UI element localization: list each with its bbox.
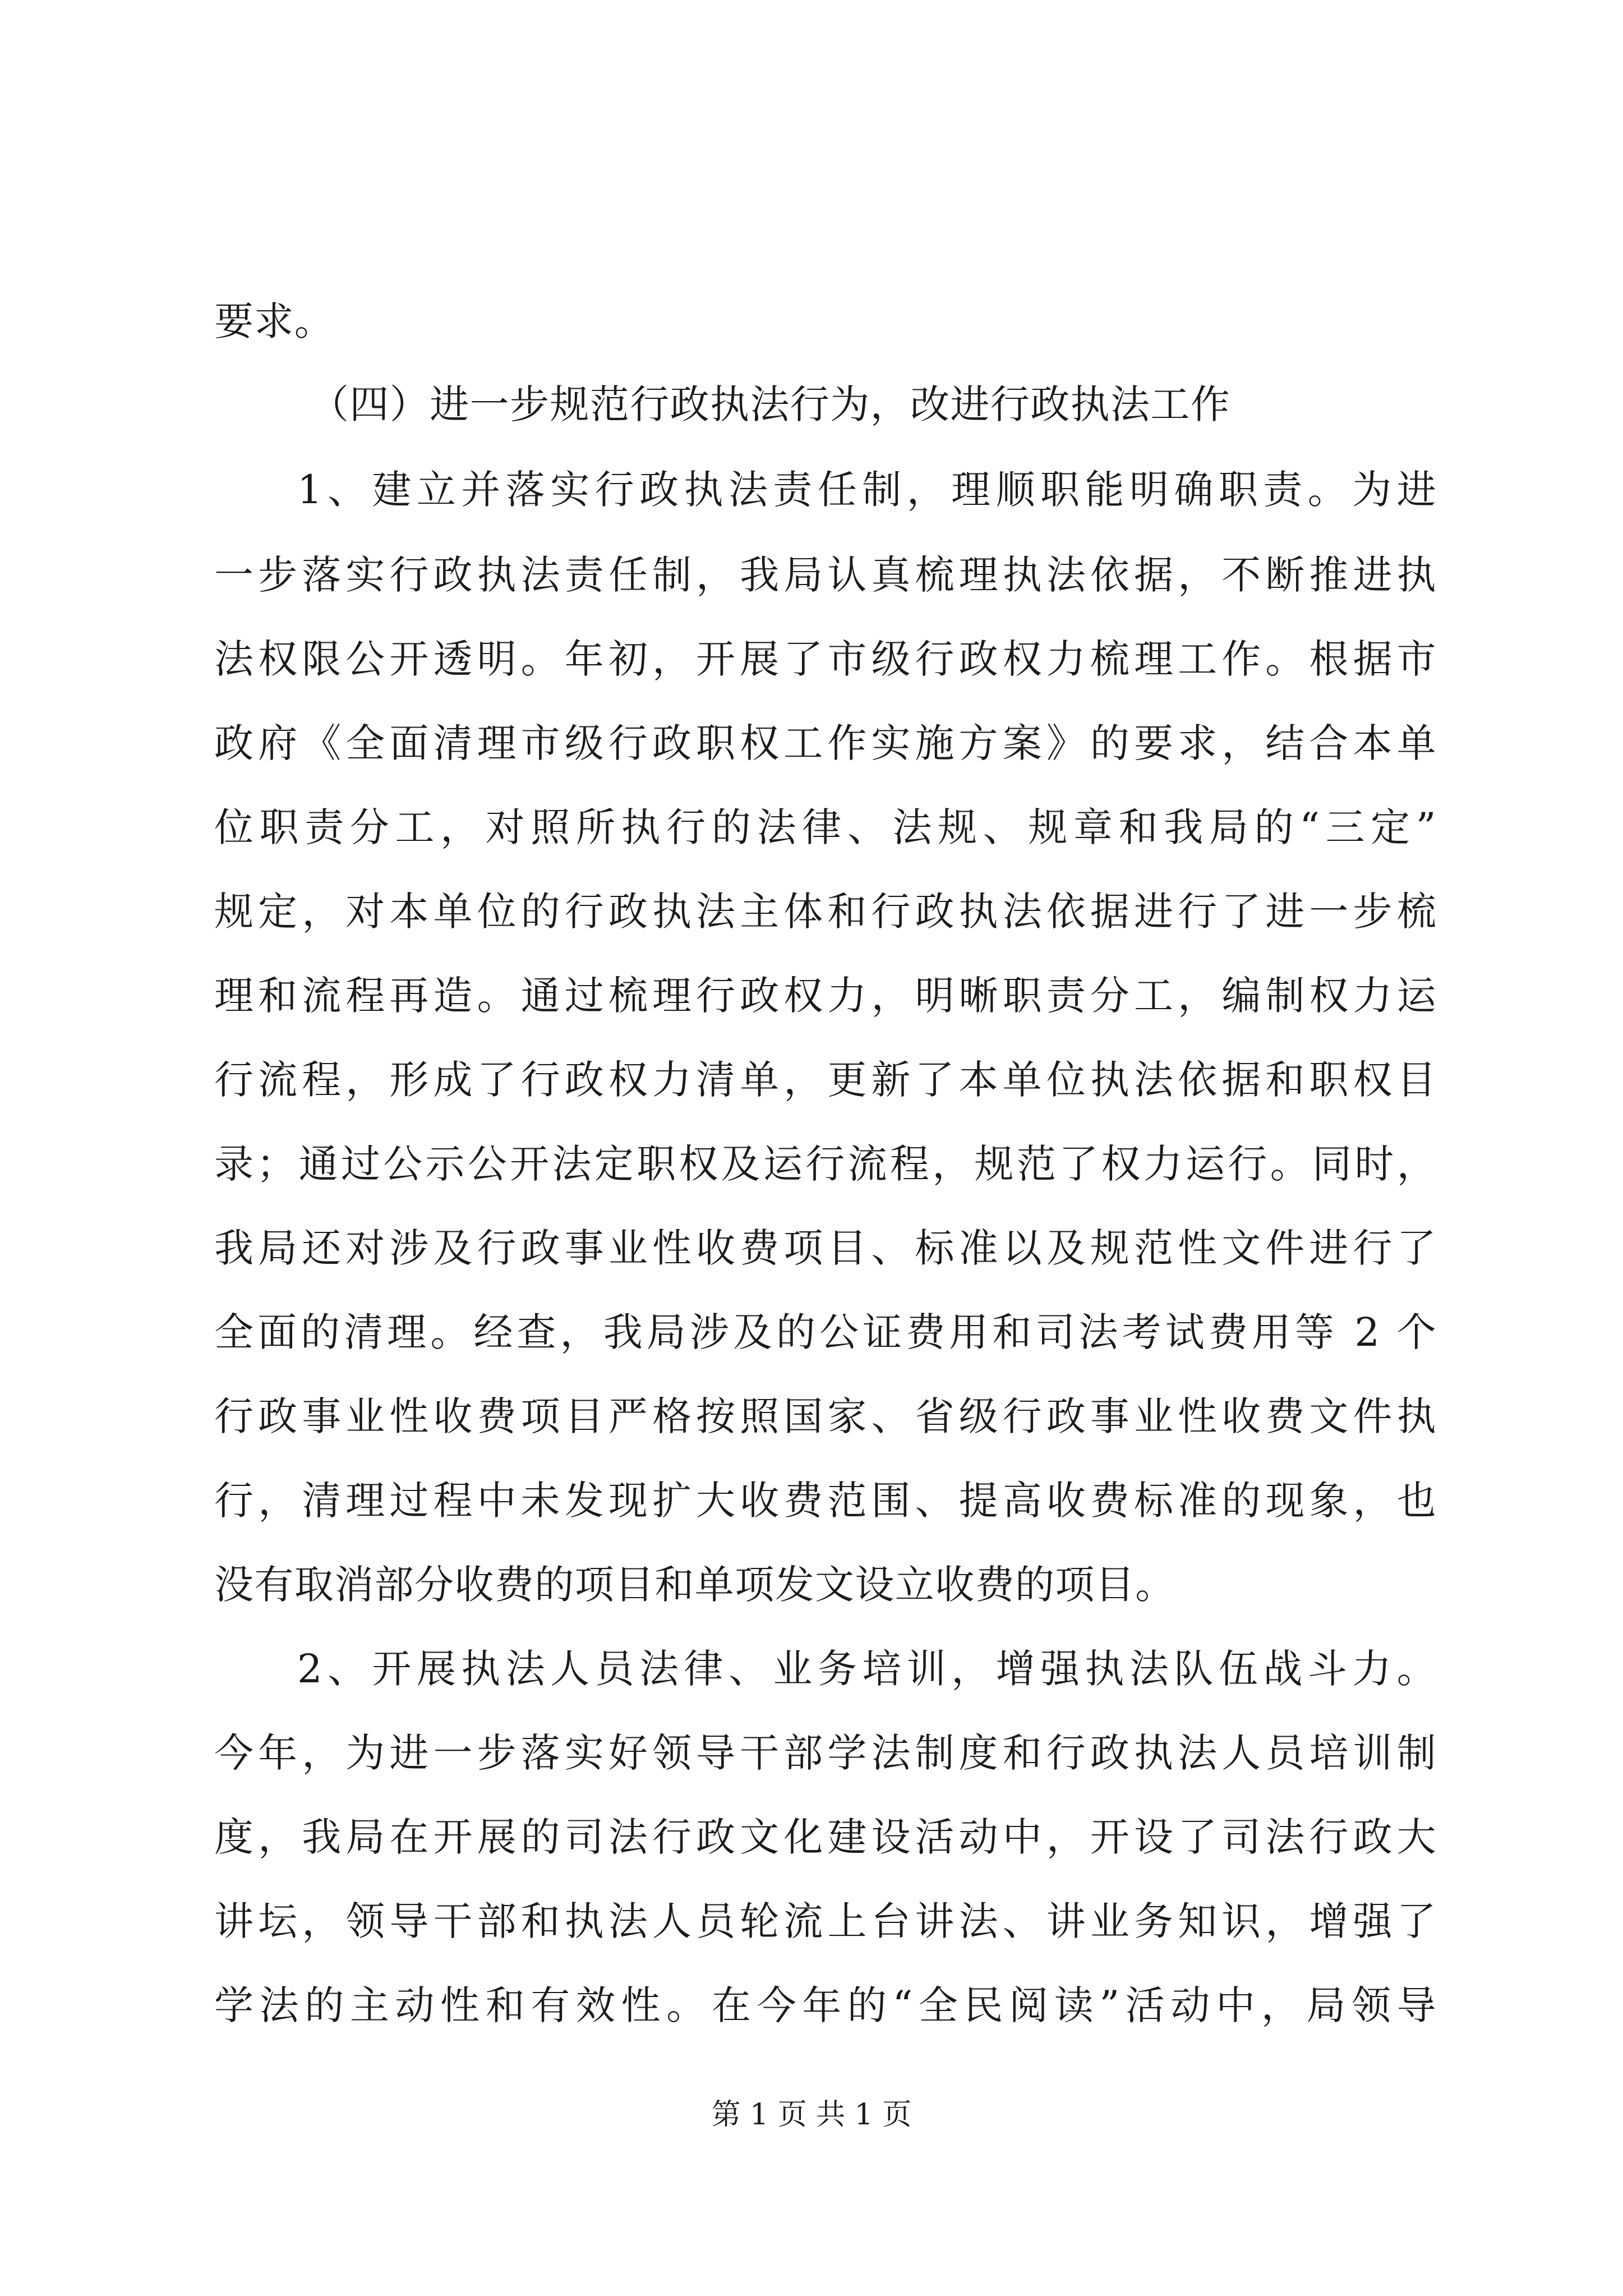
text-line-21: 学法的主动性和有效性。在今年的“全民阅读”活动中，局领导 <box>214 1982 1437 2028</box>
text-line-3: 1、建立并落实行政执法责任制，理顺职能明确职责。为进 <box>297 467 1437 513</box>
page-footer: 第 1 页 共 1 页 <box>711 2098 912 2132</box>
text-line-5: 法权限公开透明。年初，开展了市级行政权力梳理工作。根据市 <box>214 636 1437 682</box>
text-line-16: 没有取消部分收费的项目和单项发文设立收费的项目。 <box>214 1562 1175 1608</box>
text-line-8: 规定，对本单位的行政执法主体和行政执法依据进行了进一步梳 <box>214 889 1437 935</box>
text-line-12: 我局还对涉及行政事业性收费项目、标准以及规范性文件进行了 <box>214 1225 1437 1271</box>
text-line-14: 行政事业性收费项目严格按照国家、省级行政事业性收费文件执 <box>214 1393 1437 1439</box>
text-line-1: 要求。 <box>214 298 335 344</box>
text-line-7: 位职责分工，对照所执行的法律、法规、规章和我局的“三定” <box>214 804 1437 850</box>
text-line-10: 行流程，形成了行政权力清单，更新了本单位执法依据和职权目 <box>214 1057 1437 1103</box>
text-line-13: 全面的清理。经查，我局涉及的公证费用和司法考试费用等 2 个 <box>214 1309 1437 1355</box>
text-line-15: 行，清理过程中未发现扩大收费范围、提高收费标准的现象，也 <box>214 1478 1437 1524</box>
text-line-6: 政府《全面清理市级行政职权工作实施方案》的要求，结合本单 <box>214 720 1437 766</box>
text-line-17: 2、开展执法人员法律、业务培训，增强执法队伍战斗力。 <box>297 1646 1437 1692</box>
text-line-19: 度，我局在开展的司法行政文化建设活动中，开设了司法行政大 <box>214 1814 1437 1860</box>
text-line-4: 一步落实行政执法责任制，我局认真梳理执法依据，不断推进执 <box>214 552 1437 598</box>
text-line-11: 录；通过公示公开法定职权及运行流程，规范了权力运行。同时， <box>214 1141 1437 1187</box>
text-line-18: 今年，为进一步落实好领导干部学法制度和行政执法人员培训制 <box>214 1730 1437 1776</box>
section-heading: （四）进一步规范行政执法行为，改进行政执法工作 <box>310 381 1231 427</box>
text-line-9: 理和流程再造。通过梳理行政权力，明晰职责分工，编制权力运 <box>214 973 1437 1019</box>
text-line-20: 讲坛，领导干部和执法人员轮流上台讲法、讲业务知识，增强了 <box>214 1898 1437 1944</box>
